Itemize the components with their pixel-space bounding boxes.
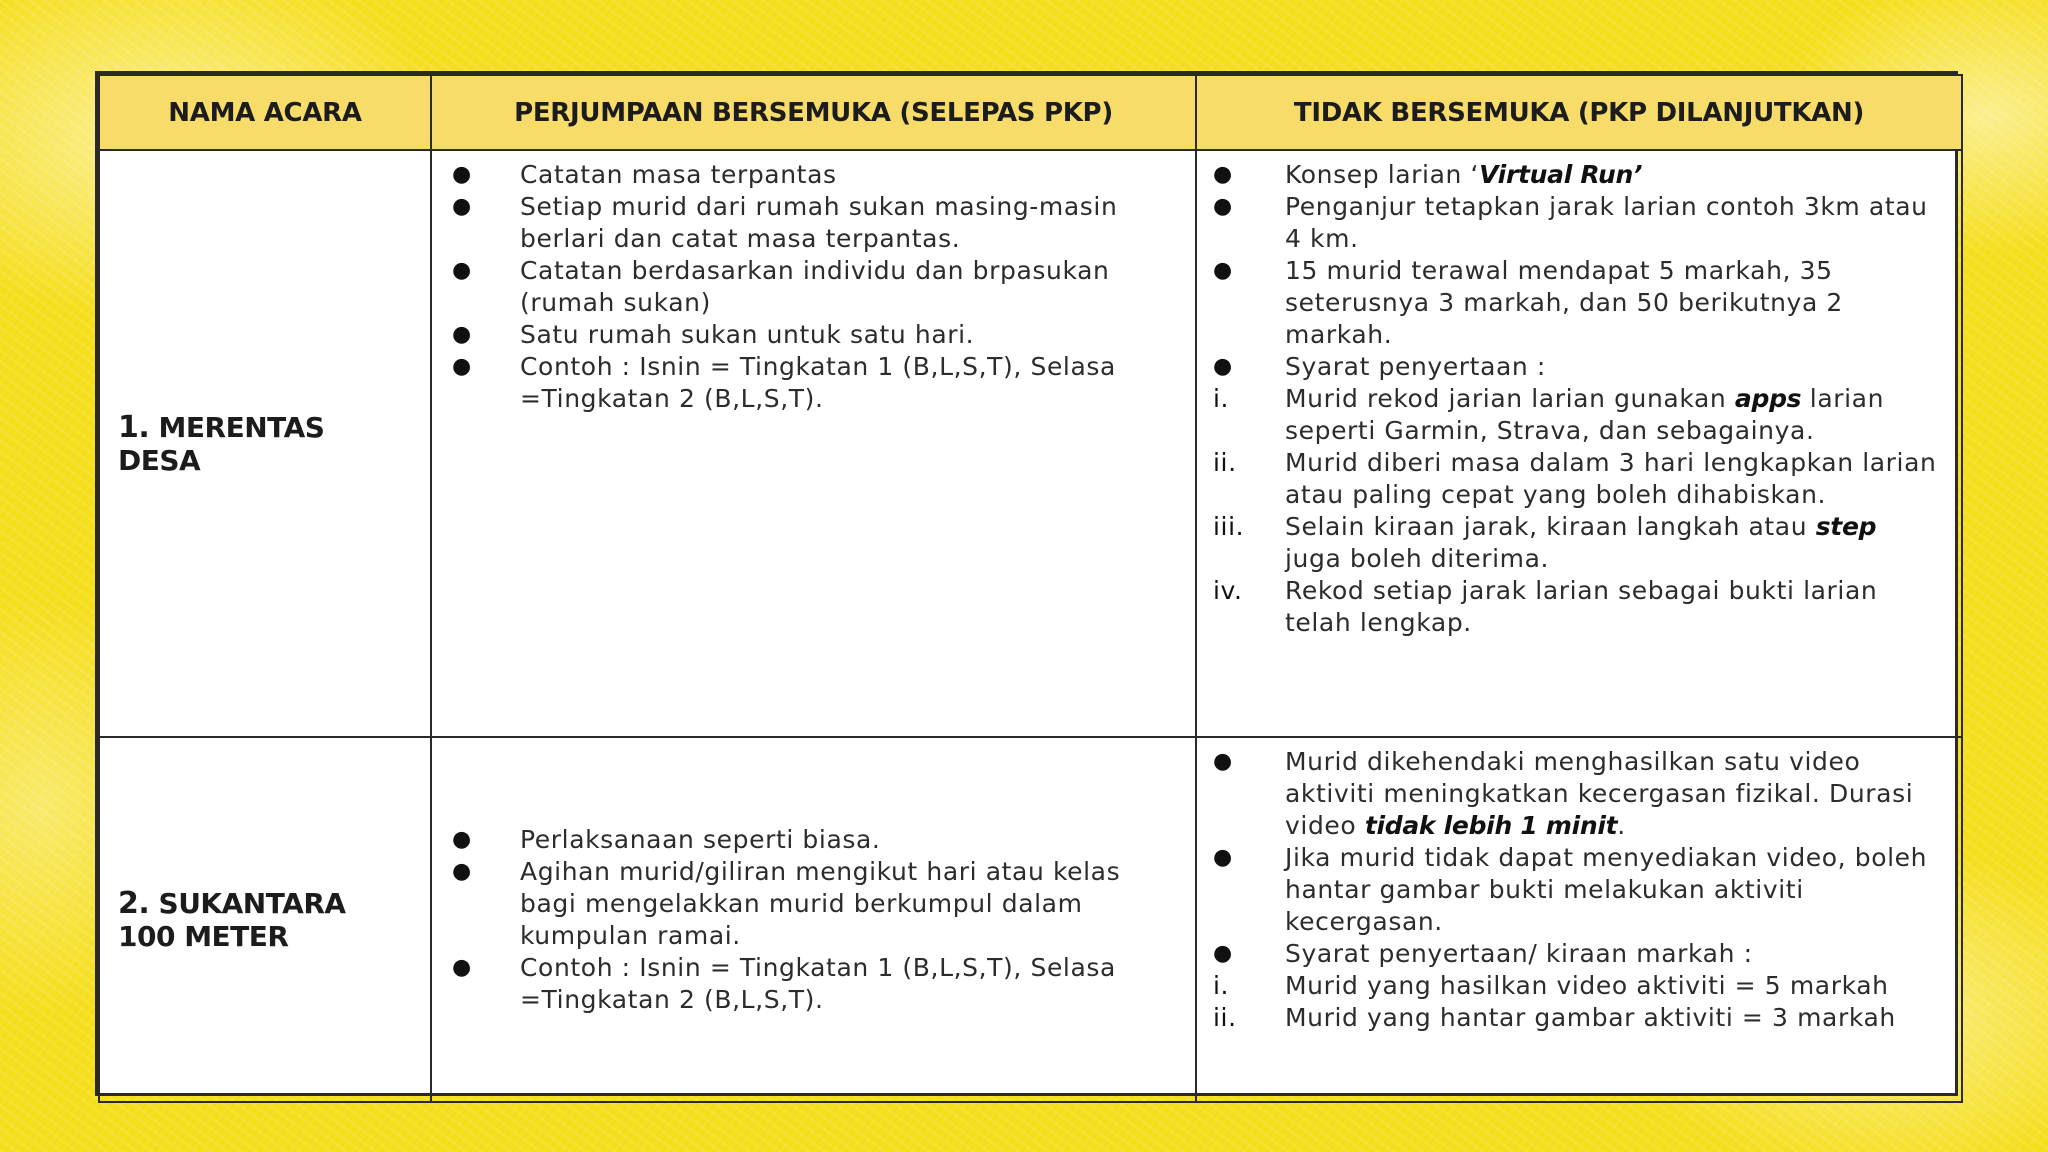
bullet-icon: ●	[452, 354, 472, 379]
event-name-cell	[99, 150, 431, 737]
header-nama-acara: NAMA ACARA	[99, 75, 431, 150]
item-text-part: Konsep larian ‘	[1285, 160, 1480, 189]
event-name-line2: 100 METER	[118, 919, 289, 953]
item-text	[1285, 447, 1961, 511]
bullet-icon: ●	[452, 258, 472, 283]
bullet-icon: ●	[1213, 194, 1233, 219]
item-text: Setiap murid dari rumah sukan masing-masin berlari dan catat masa terpantas.	[520, 192, 1118, 253]
item-text: Perlaksanaan seperti biasa.	[520, 824, 881, 854]
item-text	[1285, 1002, 1961, 1034]
bullet-icon: ●	[452, 322, 472, 347]
list-item	[1197, 938, 1961, 970]
item-text-part: larian seperti Garmin, Strava, dan sebagainya.	[1285, 384, 1885, 445]
list-item	[1197, 159, 1961, 191]
item-text	[1285, 191, 1961, 255]
item-text	[1285, 351, 1961, 383]
item-text-part: Selain kiraan jarak, kiraan langkah atau	[1285, 512, 1816, 541]
list-item	[1197, 191, 1961, 255]
item-text-part: .	[1617, 811, 1626, 840]
item-text: Contoh : Isnin = Tingkatan 1 (B,L,S,T), Selasa =Tingkatan 2 (B,L,S,T).	[520, 352, 1116, 413]
roman-numeral-marker: ii.	[1213, 448, 1237, 477]
bullet-icon: ●	[452, 858, 472, 884]
item-text: Catatan masa terpantas	[520, 160, 837, 189]
tidak-bersemuka-cell	[1196, 737, 1962, 1102]
item-text-part: Penganjur tetapkan jarak larian contoh 3km atau 4 km.	[1285, 192, 1928, 253]
bullet-icon: ●	[1213, 258, 1233, 283]
item-text-part: Murid dikehendaki menghasilkan satu video aktiviti meningkatkan kecergasan fizikal. Durasi video	[1285, 747, 1914, 840]
event-number: 1.	[118, 409, 150, 445]
event-name-line1: MERENTAS	[158, 410, 325, 444]
emphasis-text: Virtual Run’	[1479, 160, 1643, 189]
roman-numeral-marker: iv.	[1213, 576, 1243, 605]
item-text	[1285, 383, 1961, 447]
item-text-part: Syarat penyertaan :	[1285, 352, 1546, 381]
list-item	[432, 159, 1195, 191]
table-header-row	[99, 75, 1962, 150]
item-text-part: 15 murid terawal mendapat 5 markah, 35 seterusnya 3 markah, dan 50 berikutnya 2 markah.	[1285, 256, 1843, 349]
list-item	[1197, 575, 1961, 639]
list-item	[432, 255, 1195, 319]
item-text-part: Rekod setiap jarak larian sebagai bukti larian telah lengkap.	[1285, 576, 1878, 637]
list-item	[1197, 383, 1961, 447]
list-item	[1197, 351, 1961, 383]
tidak-bersemuka-cell	[1196, 150, 1962, 737]
list-item	[432, 351, 1195, 415]
bullet-icon: ●	[452, 162, 472, 187]
list-item	[1197, 970, 1961, 1002]
item-text	[1285, 842, 1961, 938]
list-item	[1197, 1002, 1961, 1034]
bullet-icon: ●	[1213, 941, 1233, 966]
list-item	[1197, 255, 1961, 351]
event-name-line2: DESA	[118, 443, 201, 477]
roman-numeral-marker: i.	[1213, 971, 1230, 1000]
list-item	[432, 856, 1195, 952]
bersemuka-list	[432, 824, 1195, 1016]
list-item	[432, 319, 1195, 351]
event-table	[98, 74, 1963, 1103]
bullet-icon: ●	[452, 954, 472, 980]
roman-numeral-marker: iii.	[1213, 512, 1245, 541]
emphasis-text: apps	[1734, 384, 1802, 413]
emphasis-text: step	[1815, 512, 1877, 541]
bullet-icon: ●	[452, 194, 472, 219]
list-item	[432, 824, 1195, 856]
bullet-icon: ●	[1213, 749, 1233, 774]
item-text: Agihan murid/giliran mengikut hari atau kelas bagi mengelakkan murid berkumpul dalam kumpulan ramai.	[520, 856, 1121, 950]
item-text	[1285, 159, 1961, 191]
item-text: Catatan berdasarkan individu dan brpasukan (rumah sukan)	[520, 256, 1110, 317]
item-text-part: Murid yang hantar gambar aktiviti = 3 markah	[1285, 1003, 1896, 1032]
item-text	[1285, 746, 1961, 842]
emphasis-text: tidak lebih 1 minit	[1364, 811, 1618, 840]
item-text	[1285, 938, 1961, 970]
list-item	[1197, 746, 1961, 842]
item-text-part: Syarat penyertaan/ kiraan markah :	[1285, 939, 1753, 968]
event-name-cell	[99, 737, 431, 1102]
list-item	[1197, 447, 1961, 511]
bullet-icon: ●	[452, 826, 472, 852]
item-text: Satu rumah sukan untuk satu hari.	[520, 320, 975, 349]
event-number: 2.	[118, 885, 150, 921]
bersemuka-cell	[431, 150, 1196, 737]
bullet-icon: ●	[1213, 162, 1233, 187]
item-text-part: Murid rekod jarian larian gunakan	[1285, 384, 1735, 413]
item-text-part: juga boleh diterima.	[1285, 544, 1550, 573]
table-row	[99, 737, 1962, 1102]
item-text-part: Murid yang hasilkan video aktiviti = 5 markah	[1285, 971, 1889, 1000]
bersemuka-list	[432, 159, 1195, 415]
bullet-icon: ●	[1213, 354, 1233, 379]
item-text	[1285, 970, 1961, 1002]
item-text-part: Murid diberi masa dalam 3 hari lengkapkan larian atau paling cepat yang boleh dihabiskan.	[1285, 448, 1937, 509]
event-name-line1: SUKANTARA	[158, 886, 346, 920]
list-item	[432, 191, 1195, 255]
item-text	[1285, 575, 1961, 639]
roman-numeral-marker: ii.	[1213, 1003, 1237, 1032]
list-item	[432, 952, 1195, 1016]
item-text	[1285, 511, 1961, 575]
list-item	[1197, 511, 1961, 575]
item-text-part: Jika murid tidak dapat menyediakan video, boleh hantar gambar bukti melakukan aktiviti kecergasan.	[1285, 843, 1928, 936]
tidak-bersemuka-list	[1197, 159, 1961, 639]
item-text	[1285, 255, 1961, 351]
header-tidak-bersemuka: TIDAK BERSEMUKA (PKP DILANJUTKAN)	[1196, 75, 1962, 150]
table-row	[99, 150, 1962, 737]
roman-numeral-marker: i.	[1213, 384, 1230, 413]
header-bersemuka: PERJUMPAAN BERSEMUKA (SELEPAS PKP)	[431, 75, 1196, 150]
item-text: Contoh : Isnin = Tingkatan 1 (B,L,S,T), Selasa =Tingkatan 2 (B,L,S,T).	[520, 952, 1116, 1014]
tidak-bersemuka-list	[1197, 746, 1961, 1034]
event-table-card	[95, 71, 1958, 1096]
list-item	[1197, 842, 1961, 938]
bullet-icon: ●	[1213, 845, 1233, 870]
bersemuka-cell	[431, 737, 1196, 1102]
